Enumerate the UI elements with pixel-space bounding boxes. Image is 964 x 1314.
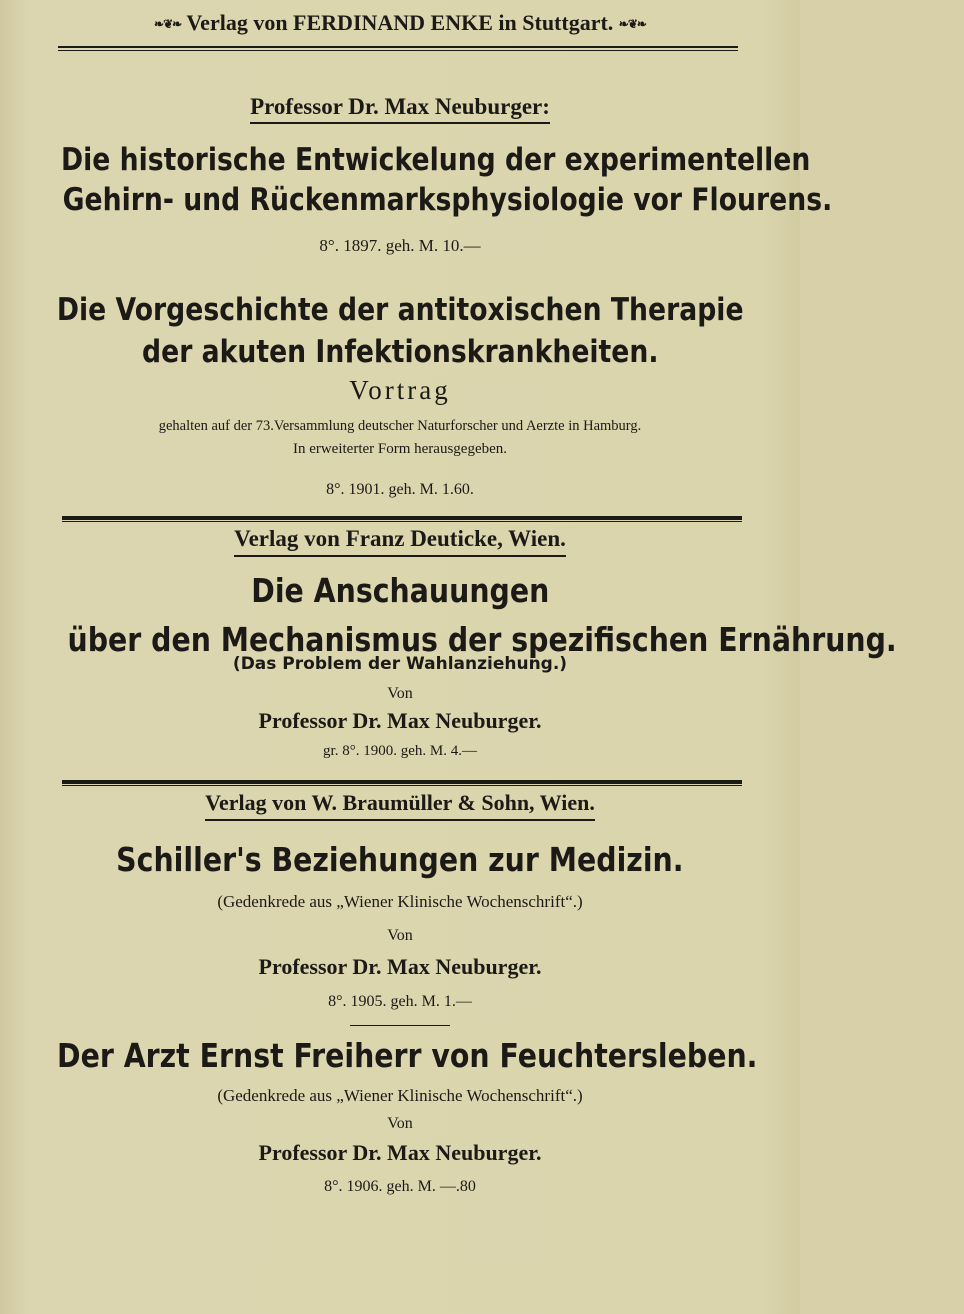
publisher-header bbox=[0, 10, 800, 36]
header-rule-thin bbox=[58, 50, 738, 51]
book1-title bbox=[0, 140, 833, 220]
schiller-author: Professor Dr. Max Neuburger. bbox=[258, 954, 542, 979]
right-ornament: ❧❦❧ bbox=[618, 17, 646, 32]
deuticke-publisher-text: Verlag von Franz Deuticke, Wien. bbox=[234, 526, 566, 557]
schiller-title-text: Schiller's Beziehungen zur Medizin. bbox=[116, 840, 684, 879]
header-rule bbox=[58, 46, 738, 48]
publisher-header-text: Verlag von FERDINAND ENKE in Stuttgart. bbox=[186, 10, 614, 35]
book2-title bbox=[0, 289, 800, 373]
book2-title-line2: der akuten Infektionskrankheiten. bbox=[141, 334, 659, 370]
book1-details: 8°. 1897. geh. M. 10.— bbox=[319, 236, 481, 255]
deuticke-von: Von bbox=[387, 685, 413, 702]
short-divider bbox=[350, 1025, 450, 1026]
schiller-subtitle: (Gedenkrede aus „Wiener Klinische Wochenschrift“.) bbox=[217, 892, 583, 911]
left-ornament: ❧❦❧ bbox=[154, 17, 182, 32]
section-divider-2 bbox=[62, 780, 742, 786]
feuchtersleben-title bbox=[0, 1036, 800, 1075]
schiller-title bbox=[0, 840, 800, 879]
feuchtersleben-subtitle: (Gedenkrede aus „Wiener Klinische Wochenschrift“.) bbox=[217, 1086, 583, 1105]
deuticke-publisher bbox=[0, 526, 800, 552]
deuticke-author: Professor Dr. Max Neuburger. bbox=[258, 708, 542, 733]
braumueller-publisher-text: Verlag von W. Braumüller & Sohn, Wien. bbox=[205, 790, 595, 821]
schiller-details: 8°. 1905. geh. M. 1.— bbox=[328, 993, 472, 1010]
deuticke-subtitle: (Das Problem der Wahlanziehung.) bbox=[232, 654, 568, 674]
book2-title-line1: Die Vorgeschichte der antitoxischen Therapie bbox=[56, 292, 744, 328]
book1-title-line2: Gehirn- und Rückenmarksphysiologie vor Flourens. bbox=[62, 182, 833, 218]
book1-title-line1: Die historische Entwickelung der experimentellen bbox=[60, 142, 811, 178]
feuchtersleben-title-text: Der Arzt Ernst Freiherr von Feuchtersleben. bbox=[57, 1036, 758, 1075]
feuchtersleben-author: Professor Dr. Max Neuburger. bbox=[258, 1140, 542, 1165]
deuticke-title-line2: über den Mechanismus der spezifischen Ernährung. bbox=[67, 620, 897, 659]
book2-subtitle: Vortrag bbox=[349, 375, 451, 405]
author-heading-text: Professor Dr. Max Neuburger: bbox=[250, 94, 550, 124]
braumueller-publisher bbox=[0, 790, 800, 816]
book2-note-line1: gehalten auf der 73.Versammlung deutscher Naturforscher und Aerzte in Hamburg. bbox=[158, 418, 642, 434]
section-divider-1 bbox=[62, 516, 742, 522]
feuchtersleben-details: 8°. 1906. geh. M. —.80 bbox=[324, 1178, 476, 1195]
book2-note-line2: In erweiterter Form herausgegeben. bbox=[292, 441, 508, 457]
deuticke-title bbox=[0, 566, 897, 664]
author-heading bbox=[0, 94, 800, 120]
schiller-von: Von bbox=[387, 927, 413, 944]
deuticke-details: gr. 8°. 1900. geh. M. 4.— bbox=[323, 743, 477, 759]
book2-details: 8°. 1901. geh. M. 1.60. bbox=[326, 481, 474, 498]
deuticke-title-line1: Die Anschauungen bbox=[250, 571, 550, 610]
feuchtersleben-von: Von bbox=[387, 1115, 413, 1132]
